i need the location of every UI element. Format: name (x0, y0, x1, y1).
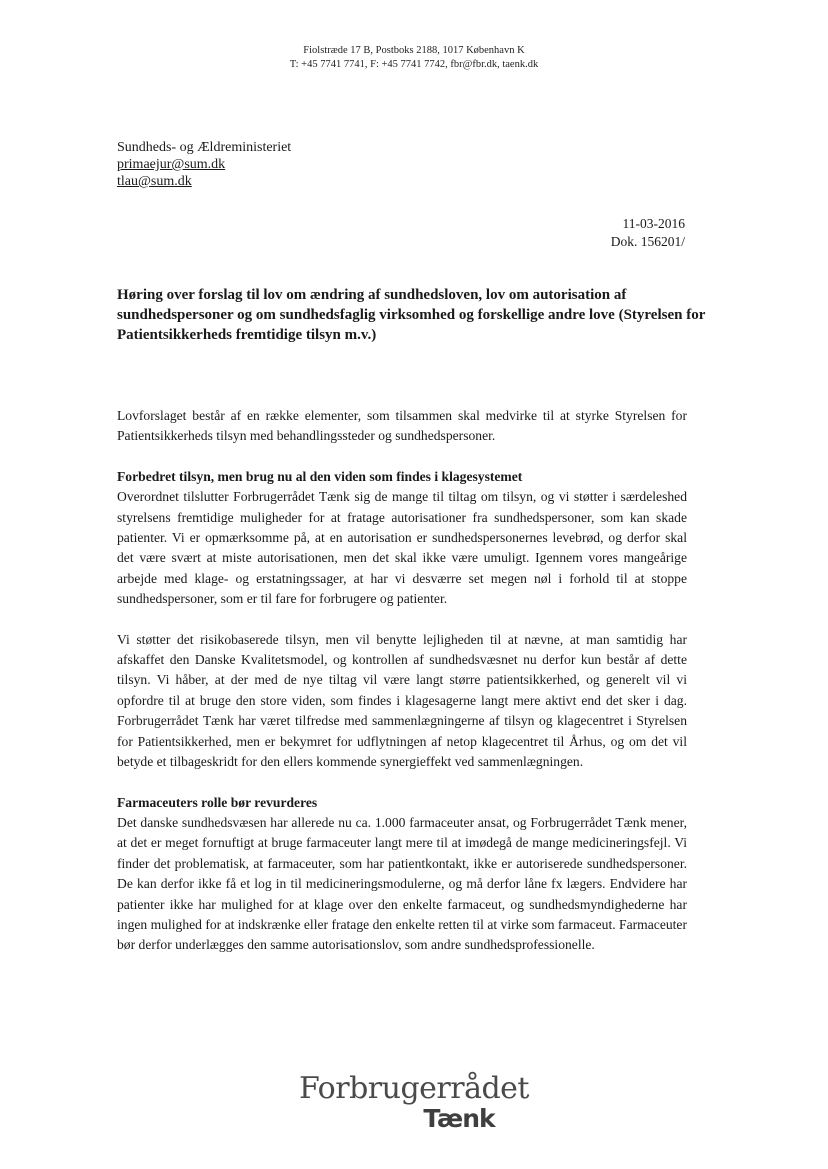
recipient-name: Sundheds- og Ældreministeriet (117, 140, 292, 155)
sender-contact: T: +45 7741 7741, F: +45 7741 7742, fbr@fbr.dk, taenk.dk (289, 59, 539, 70)
section-tilsyn-paragraph-2: Vi støtter det risikobaserede tilsyn, men vil benytte lejligheden til at nævne, at man samtidig har afskaffet den Danske Kvalitetsmodel, og kontrollen af sundhedsvæsnet nu derfor kun består af dette tilsyn. Vi håber, at der med de nye tiltag vil være langt større patientsikkerhed, og generelt vil vi opfordre til at bruge den store viden, som findes i klagesagerne langt mere aktivt end det sker i dag. Forbrugerrådet Tænk har været tilfredse med sammenlægningerne af tilsyn og klagecentret i Styrelsen for Patientsikkerhed, men er bekymret for udflytningen af netop klagecentret til Århus, og om det vil betyde et tilbageskridt for den ellers kommende synergieffekt ved sammenlægningen. (117, 631, 687, 770)
letter-meta (611, 215, 685, 251)
letter-body (117, 406, 687, 956)
letter-subject: Høring over forslag til lov om ændring af sundhedsloven, lov om autorisation af sundhedspersoner og om sundhedsfaglig virksomhed og forskellige andre love (Styrelsen for Patientsikkerheds fremtidige tilsyn m.v.) (117, 287, 706, 343)
section-heading-farmaceuter: Farmaceuters rolle bør revurderes (117, 794, 318, 810)
document-number: Dok. 156201/ (610, 234, 685, 249)
sender-address: Fiolstræde 17 B, Postboks 2188, 1017 København K (303, 45, 525, 56)
letter-date: 11-03-2016 (622, 216, 685, 231)
logo-wordmark-bottom: Tænk (423, 1104, 495, 1133)
recipient-block (117, 139, 291, 190)
recipient-email-link-2[interactable]: tlau@sum.dk (117, 174, 192, 189)
sender-header (0, 44, 828, 72)
section-tilsyn-paragraph-1: Overordnet tilslutter Forbrugerrådet Tænk sig de mange til tiltag om tilsyn, og vi støtter i særdeleshed styrelsens fremtidige muligheder for at fratage autorisationer fra sundhedspersoner, som kan skade patienter. Vi er opmærksomme på, at en autorisation er sundhedspersonernes levebrød, og derfor skal det være svært at miste autorisationen, men det skal ikke være umuligt. Igennem vores mangeårige arbejde med klage- og erstatningssager, at har vi desværre set megen nøl i forhold til at stoppe sundhedspersoner, som er til fare for forbrugere og patienter. (117, 489, 687, 607)
logo-wordmark-top: Forbrugerrådet (299, 1071, 529, 1106)
organization-logo (0, 1073, 828, 1133)
recipient-email-link-1[interactable]: primaejur@sum.dk (117, 157, 226, 172)
section-heading-tilsyn: Forbedret tilsyn, men brug nu al den viden som findes i klagesystemet (117, 468, 523, 484)
section-farmaceuter-paragraph: Det danske sundhedsvæsen har allerede nu ca. 1.000 farmaceuter ansat, og Forbrugerrådet Tænk mener, at det er meget fornuftigt at bruge farmaceuter langt mere til at imødegå de mange medicineringsfejl. Vi finder det problematisk, at farmaceuter, som har patientkontakt, ikke er autoriserede sundhedspersoner. De kan derfor ikke få et log in til medicineringsmodulerne, og må derfor låne fx lægers. Endvidere har patienter ikke har mulighed for at klage over den enkelte farmaceut, og sundhedsmyndighederne har ingen mulighed for at indskrænke eller fratage den enkelte retten til at virke som farmaceut. Farmaceuter bør derfor underlægges den samme autorisationslov, som andre sundhedsprofessionelle. (117, 814, 687, 953)
intro-paragraph: Lovforslaget består af en række elementer, som tilsammen skal medvirke til at styrke Styrelsen for Patientsikkerheds tilsyn med behandlingssteder og sundhedspersoner. (117, 408, 687, 444)
